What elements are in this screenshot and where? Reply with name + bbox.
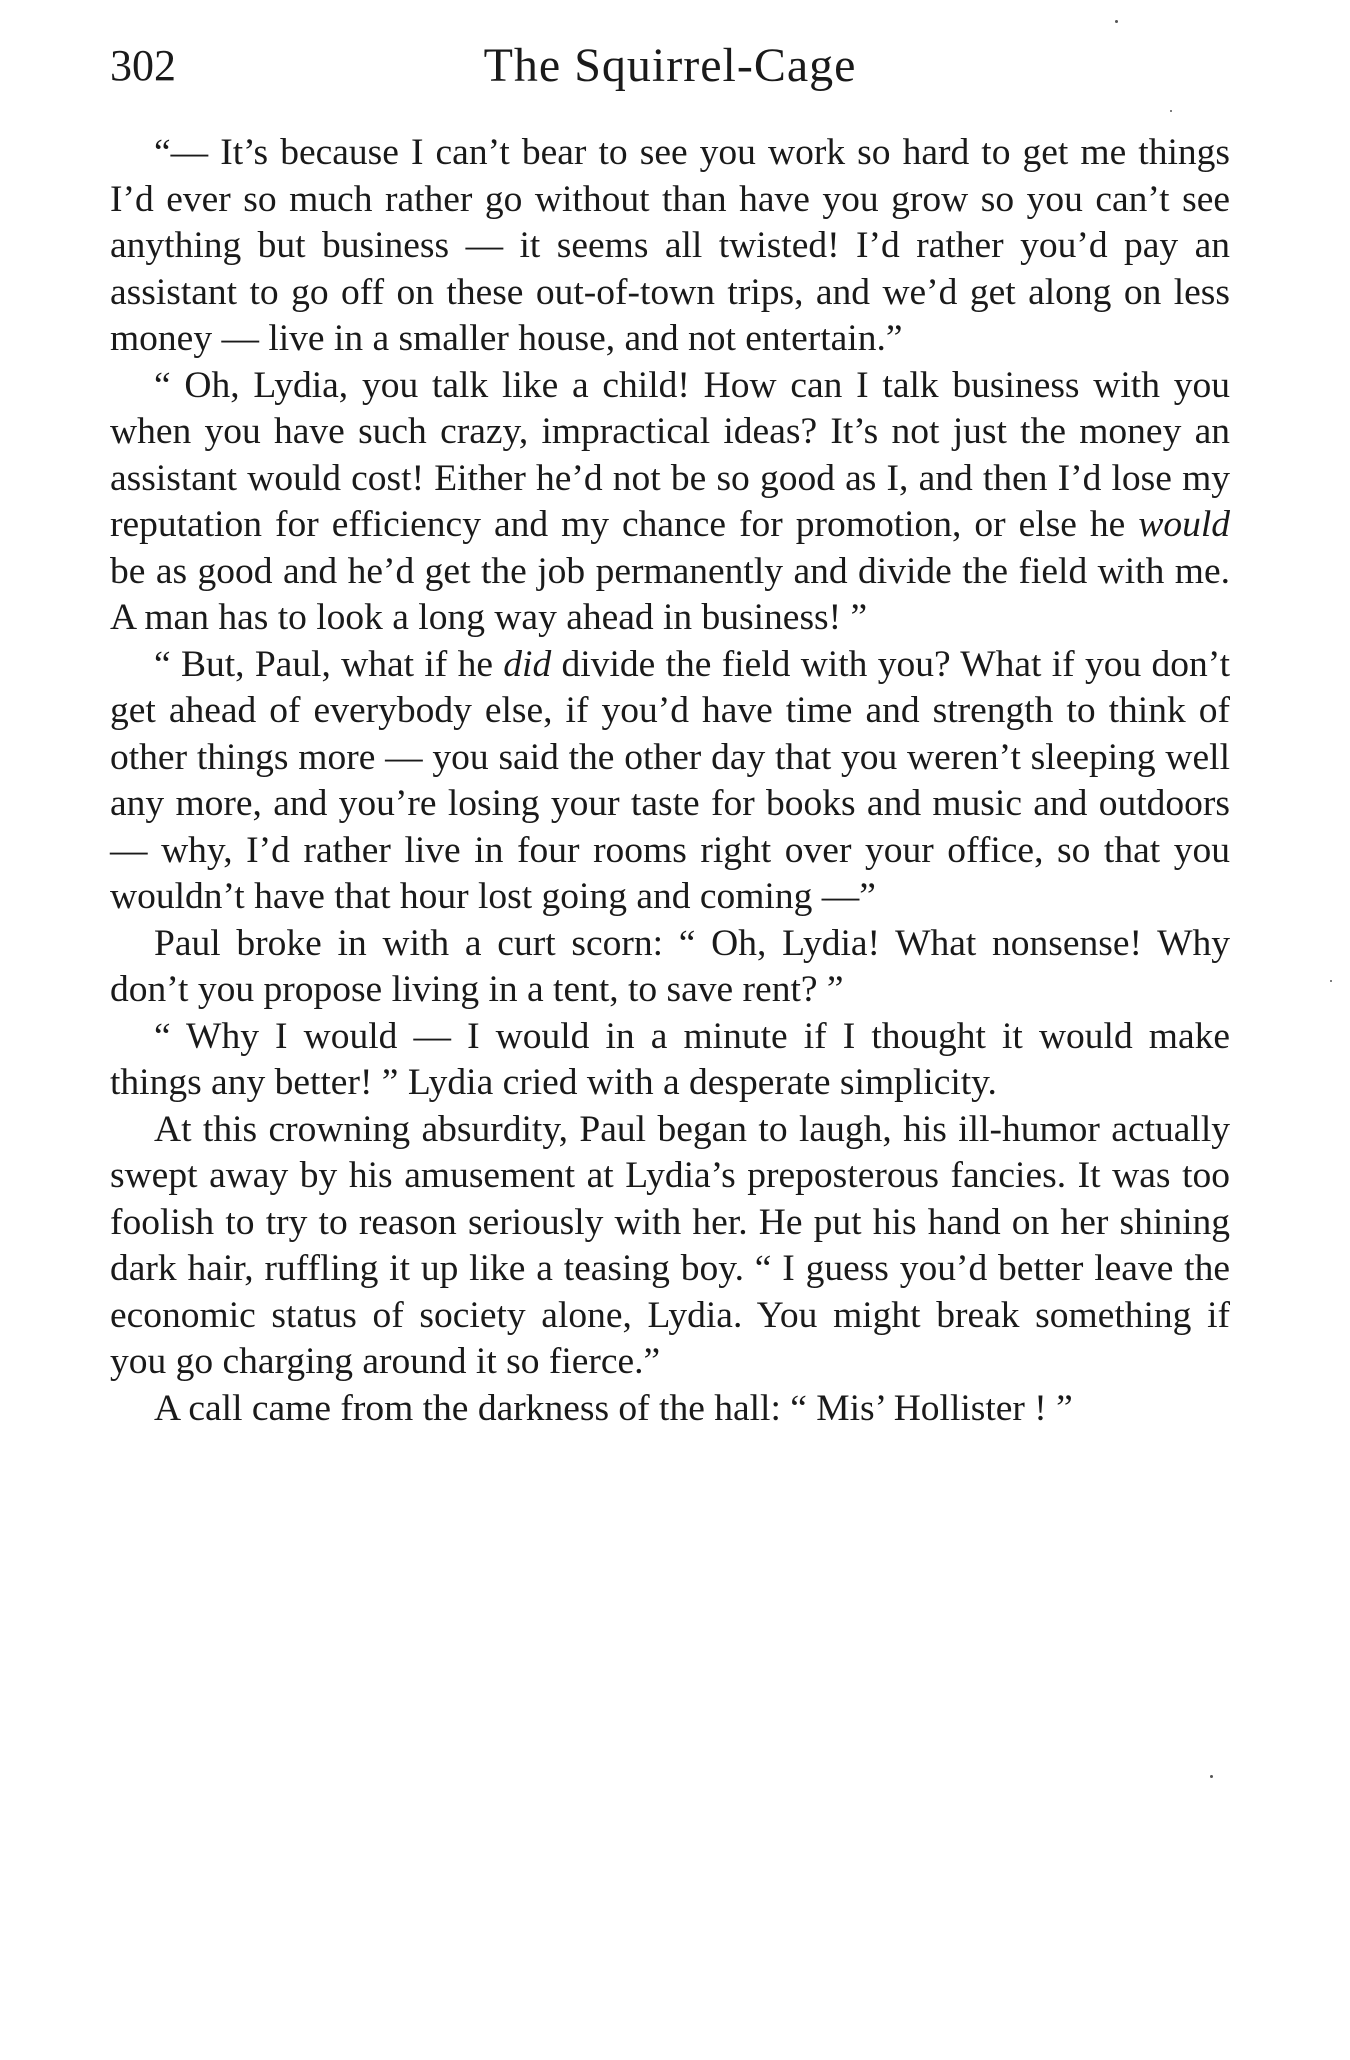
paper-speck	[1210, 1775, 1213, 1778]
paragraph	[110, 1107, 1230, 1386]
body-text	[110, 130, 1230, 1432]
paper-speck	[1170, 110, 1172, 112]
text-run: “ Oh, Lydia, you talk like a child! How can I talk business with you when you have such crazy, impractical ideas? It’s not just the money an assistant would cost! Either he’d not be so good as I, and then I’d lose my reputation for efficiency and my chance for promotion, or else he	[110, 364, 1230, 545]
text-run: Paul broke in with a curt scorn: “ Oh, Lydia! What nonsense! Why don’t you propose living in a tent, to save rent? ”	[110, 922, 1230, 1010]
page-header	[110, 36, 1230, 96]
running-title: The Squirrel-Cage	[483, 39, 857, 92]
paragraph	[110, 642, 1230, 921]
text-run: “ Why I would — I would in a minute if I thought it would make things any better! ” Lydia cried with a desperate simplicity.	[110, 1015, 1230, 1103]
paragraph	[110, 1386, 1230, 1433]
text-run: “ But, Paul, what if he	[154, 643, 504, 685]
text-run: divide the field with you? What if you don’t get ahead of everybody else, if you’d have time and strength to think of other things more — you said the other day that you weren’t sleeping well any more, and you’re losing your taste for books and music and outdoors — why, I’d rather live in four rooms right over your office, so that you wouldn’t have that hour lost going and coming —”	[110, 643, 1230, 917]
paragraph	[110, 363, 1230, 642]
text-run: “— It’s because I can’t bear to see you work so hard to get me things I’d ever so much rather go without than have you grow so you can’t see anything but business — it seems all twisted! I’d rather you’d pay an assistant to go off on these out-of-town trips, and we’d get along on less money — live in a smaller house, and not entertain.”	[110, 132, 1230, 359]
text-run: A call came from the darkness of the hall: “ Mis’ Hollister ! ”	[154, 1387, 1073, 1429]
text-run: At this crowning absurdity, Paul began to laugh, his ill-humor actually swept away by his amusement at Lydia’s preposterous fancies. It was too foolish to try to reason seriously with her. He put his hand on her shining dark hair, ruffling it up like a teasing boy. “ I guess you’d better leave the economic status of society alone, Lydia. You might break something if you go charging around it so fierce.”	[110, 1108, 1230, 1382]
paragraph	[110, 921, 1230, 1014]
paper-speck	[1115, 20, 1118, 23]
italic-text: would	[1138, 504, 1230, 545]
italic-text: did	[503, 643, 552, 685]
paragraph	[110, 130, 1230, 363]
paper-speck	[1330, 980, 1332, 982]
text-run: be as good and he’d get the job permanently and divide the field with me. A man has to look a long way ahead in business! ”	[110, 550, 1230, 638]
paragraph	[110, 1014, 1230, 1107]
page-number: 302	[110, 41, 176, 90]
